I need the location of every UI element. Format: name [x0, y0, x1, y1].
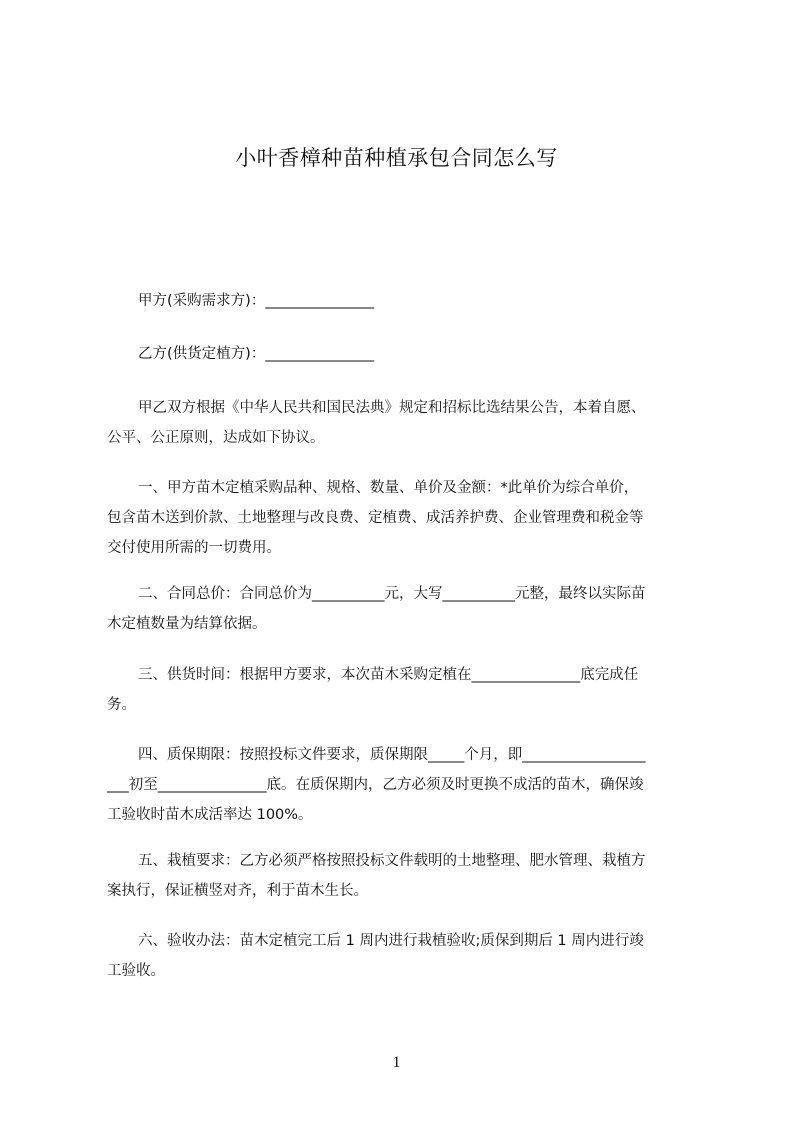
clause-2-line: 二、合同总价：合同总价为__________元，大写__________元整，最终以实际苗	[138, 586, 646, 602]
document-title: 小叶香樟种苗种植承包合同怎么写	[235, 146, 558, 170]
clause-3-paragraph	[107, 660, 700, 720]
clause-2-paragraph	[107, 579, 700, 639]
clause-4-line: ___初至_______________底。在质保期内，乙方必须及时更换不成活的苗木，确保竣	[107, 777, 644, 793]
clause-5-line: 案执行，保证横竖对齐，利于苗木生长。	[107, 883, 368, 899]
intro-line: 公平、公正原则，达成如下协议。	[107, 430, 325, 446]
clause-3-line: 务。	[107, 697, 136, 713]
clause-1-line: 包含苗木送到价款、土地整理与改良费、定植费、成活养护费、企业管理费和税金等	[107, 510, 644, 526]
clause-5-line: 五、栽植要求：乙方必须严格按照投标文件载明的土地整理、肥水管理、栽植方	[138, 853, 646, 869]
clause-4-line: 工验收时苗木成活率达 100%。	[107, 807, 313, 823]
clause-6-line: 六、验收办法：苗木定植完工后 1 周内进行栽植验收;质保到期后 1 周内进行竣	[138, 933, 644, 949]
clause-1-line: 一、甲方苗木定植采购品种、规格、数量、单价及金额：*此单价为综合单价，	[138, 480, 639, 496]
clause-6-line: 工验收。	[107, 963, 165, 979]
clause-4-paragraph	[107, 740, 700, 830]
party-b-text: 乙方(供货定植方)：_______________	[138, 346, 375, 362]
clause-1-line: 交付使用所需的一切费用。	[107, 540, 281, 556]
clause-5-paragraph	[107, 846, 700, 906]
clause-4-line: 四、质保期限：按照投标文件要求，质保期限_____个月，即_________________	[138, 747, 646, 763]
party-a-text: 甲方(采购需求方)：_______________	[138, 293, 375, 309]
party-b-line	[107, 339, 700, 369]
clause-1-paragraph	[107, 473, 700, 563]
party-a-line	[107, 286, 700, 316]
page-number: 1	[392, 1054, 401, 1071]
intro-paragraph	[107, 393, 700, 453]
clause-6-paragraph	[107, 926, 700, 986]
clause-2-line: 木定植数量为结算依据。	[107, 616, 267, 632]
clause-3-line: 三、供货时间：根据甲方要求，本次苗木采购定植在_______________底完成任	[138, 667, 639, 683]
intro-line: 甲乙双方根据《中华人民共和国民法典》规定和招标比选结果公告，本着自愿、	[138, 400, 646, 416]
